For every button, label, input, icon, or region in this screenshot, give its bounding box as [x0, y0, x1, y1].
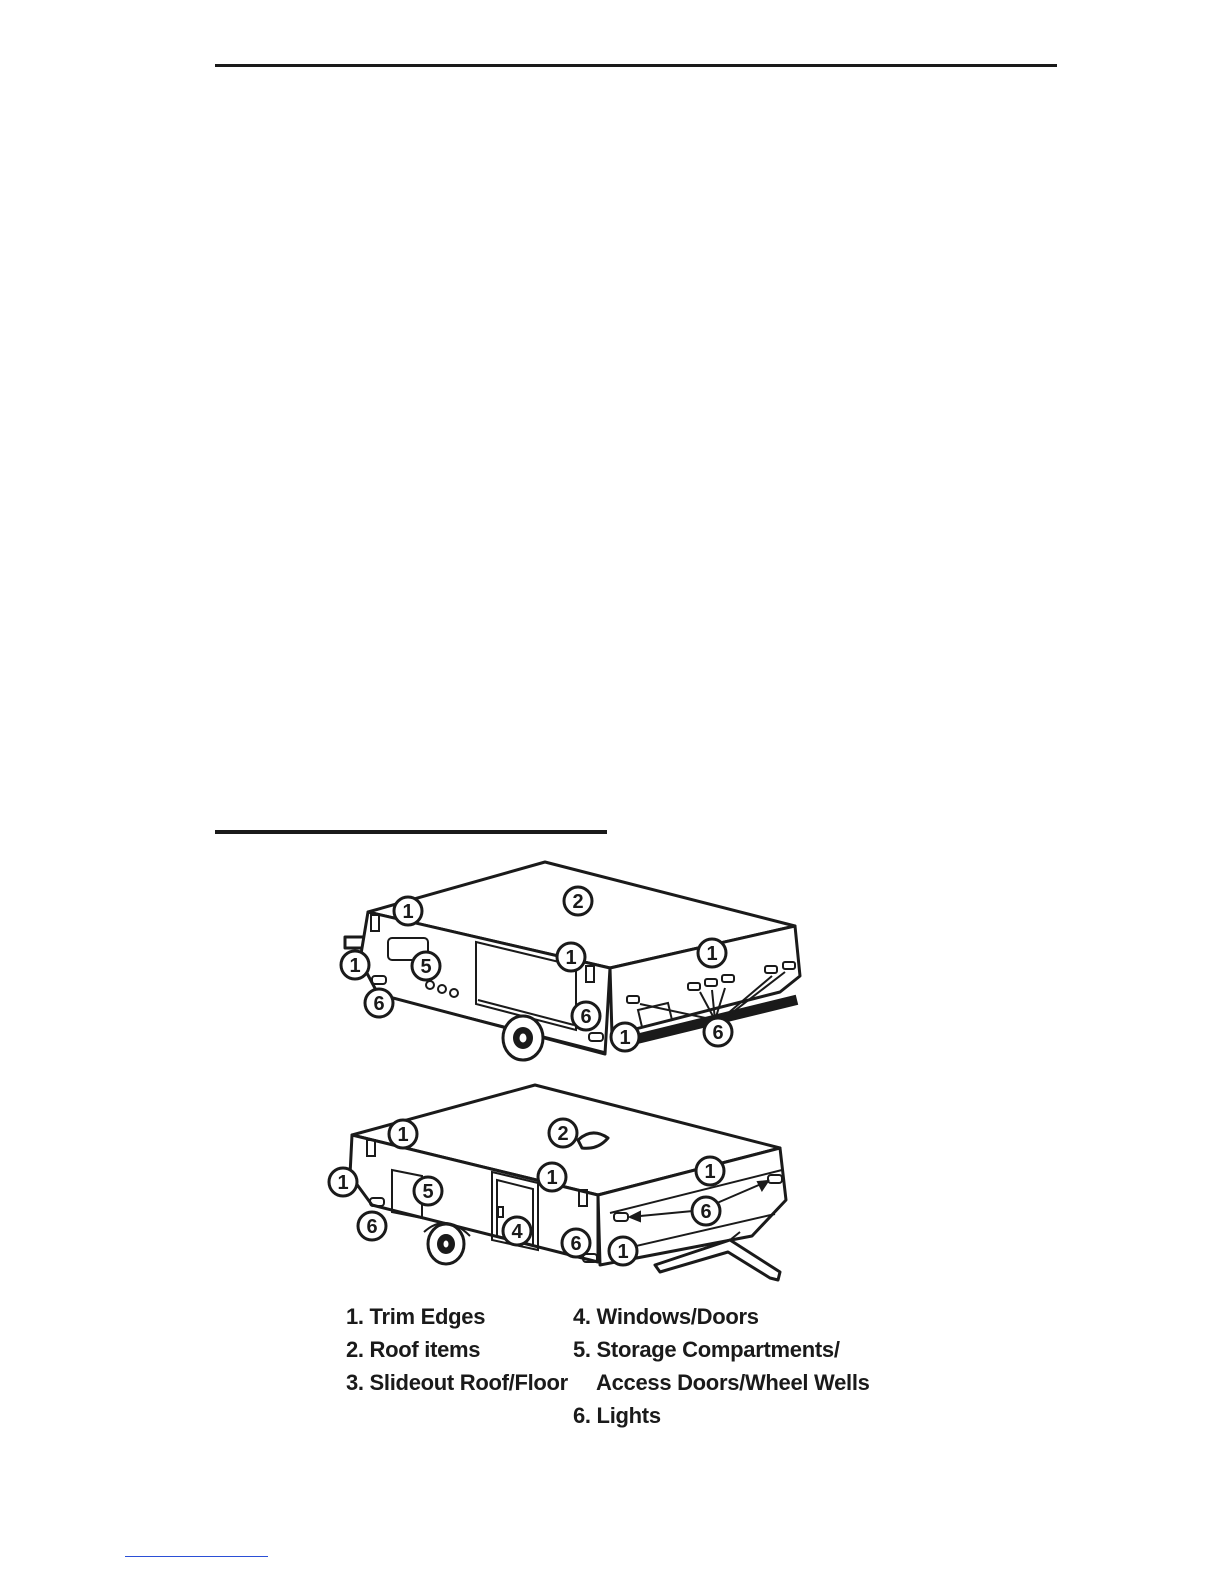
callout-6-side-b — [562, 1229, 590, 1257]
callout-1-right — [698, 939, 726, 967]
svg-text:2: 2 — [572, 891, 584, 913]
svg-text:1: 1 — [704, 1161, 716, 1183]
legend-item-storage: 5. Storage Compartments/ — [573, 1337, 840, 1362]
callout-1-mid-b — [538, 1163, 566, 1191]
svg-text:2: 2 — [557, 1123, 569, 1145]
callout-6-front — [704, 1018, 732, 1046]
svg-text:1: 1 — [349, 955, 361, 977]
footnote-rule — [125, 1556, 268, 1557]
callout-4-door-b — [503, 1217, 531, 1245]
legend-item-lights: 6. Lights — [573, 1403, 661, 1428]
svg-text:4: 4 — [511, 1221, 523, 1243]
legend-item-roof-items: 2. Roof items — [346, 1337, 481, 1362]
svg-text:1: 1 — [706, 943, 718, 965]
callout-1-mid — [557, 943, 585, 971]
svg-text:1: 1 — [337, 1172, 349, 1194]
legend-item-slideout: 3. Slideout Roof/Floor — [346, 1370, 568, 1395]
svg-text:6: 6 — [373, 993, 385, 1015]
svg-text:5: 5 — [422, 1181, 434, 1203]
callout-2-roof — [564, 887, 592, 915]
legend-item-windows-doors: 4. Windows/Doors — [573, 1304, 759, 1329]
callout-6-side — [572, 1002, 600, 1030]
callout-1-top-left — [394, 897, 422, 925]
svg-text:5: 5 — [420, 956, 432, 978]
svg-text:6: 6 — [570, 1233, 582, 1255]
svg-text:1: 1 — [617, 1241, 629, 1263]
callout-5-storage-b — [414, 1177, 442, 1205]
svg-text:1: 1 — [397, 1124, 409, 1146]
callout-2-roof-b — [549, 1119, 577, 1147]
legend-column-right — [573, 1300, 870, 1432]
svg-text:6: 6 — [700, 1201, 712, 1223]
legend-item-storage-cont: Access Doors/Wheel Wells — [596, 1370, 870, 1395]
legend-item-trim-edges: 1. Trim Edges — [346, 1304, 486, 1329]
svg-text:1: 1 — [402, 901, 414, 923]
callout-1-left-b — [329, 1168, 357, 1196]
svg-text:1: 1 — [546, 1167, 558, 1189]
callout-1-bottom — [611, 1023, 639, 1051]
callout-1-top-left-b — [389, 1120, 417, 1148]
callout-1-bottom-b — [609, 1237, 637, 1265]
callout-6-left — [365, 989, 393, 1017]
svg-text:1: 1 — [619, 1027, 631, 1049]
callout-6-front-b — [692, 1197, 720, 1225]
callout-1-left — [341, 951, 369, 979]
svg-text:1: 1 — [565, 947, 577, 969]
svg-text:6: 6 — [712, 1022, 724, 1044]
callout-6-left-b — [358, 1212, 386, 1240]
legend-column-left — [346, 1300, 568, 1399]
svg-text:6: 6 — [366, 1216, 378, 1238]
callout-5-storage — [412, 952, 440, 980]
callout-1-right-b — [696, 1157, 724, 1185]
svg-text:6: 6 — [580, 1006, 592, 1028]
